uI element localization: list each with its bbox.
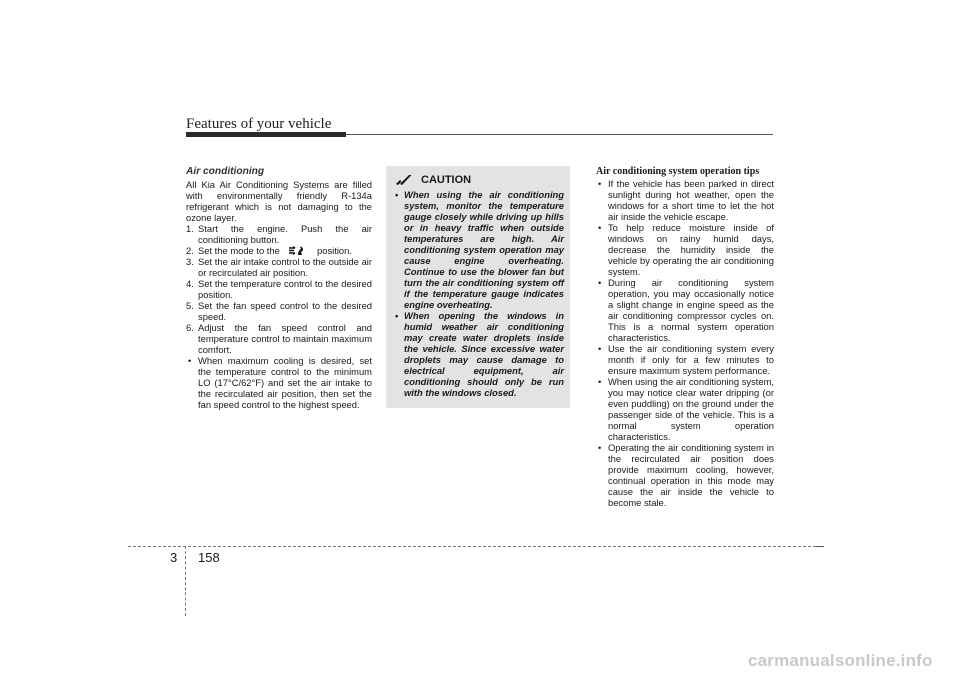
step-text [198, 245, 372, 256]
bullet-mark: • [598, 343, 602, 354]
caution-header [395, 174, 564, 186]
caution-item [395, 310, 564, 398]
bullet-mark: • [598, 376, 602, 387]
tip-text: Operating the air conditioning system in the recirculated air position does provide maximum cooling, however, continual operation in this mode may cause the air inside the vehicle to become stale. [608, 442, 774, 508]
step-number: 2. [186, 245, 194, 256]
step-text: Set the air intake control to the outside air or recirculated air position. [198, 256, 372, 278]
step-number: 3. [186, 256, 194, 267]
section-heading: Air conditioning [186, 166, 265, 177]
left-column [186, 166, 372, 410]
tip-text: When using the air conditioning system, you may notice clear water dripping (or even puddling) on the ground under the passenger side of the vehicle. This is a normal system operation characteristics. [608, 376, 774, 442]
bullet-mark: • [598, 442, 602, 453]
tip-item [596, 178, 774, 222]
bullet-mark: • [188, 355, 192, 366]
tip-item [596, 442, 774, 508]
tip-item [596, 376, 774, 442]
max-cooling-bullet [186, 355, 372, 410]
step-number: 5. [186, 300, 194, 311]
footer-vertical-rule [185, 546, 186, 616]
bullet-mark: • [395, 189, 399, 200]
page-header-title: Features of your vehicle [186, 116, 332, 132]
tip-text: To help reduce moisture inside of windows on rainy humid days, decrease the humidity inside the vehicle by operating the air conditioning system. [608, 222, 774, 277]
step-text: Set the temperature control to the desired position. [198, 278, 372, 300]
bullet-mark: • [598, 178, 602, 189]
bullet-mark: • [598, 277, 602, 288]
bullet-mark: • [598, 222, 602, 233]
chapter-number: 3 [170, 550, 178, 565]
step-3 [186, 256, 372, 278]
caution-text: When using the air conditioning system, monitor the temperature gauge closely while driving up hills or in heavy traffic when outside temperatures are high. Air conditioning system operation may cause engine overheating. Continue to use the blower fan but turn the air conditioning system off if the temperature gauge indicates engine overheating. [404, 189, 564, 310]
step-text-before: Set the mode to the [198, 245, 280, 256]
step-text: Adjust the fan speed control and temperature control to maintain maximum comfort. [198, 322, 372, 355]
watermark: carmanualsonline.info [748, 651, 933, 670]
step-number: 4. [186, 278, 194, 289]
step-1 [186, 223, 372, 245]
tip-text: During air conditioning system operation, you may occasionally notice a slight change in engine speed as the air conditioning compressor cycles on. This is a normal system operation characteristics. [608, 277, 774, 343]
header-rule [346, 134, 773, 135]
step-number: 1. [186, 223, 194, 234]
step-5 [186, 300, 372, 322]
tip-item [596, 222, 774, 277]
caution-check-icon [395, 174, 415, 186]
caution-text: When opening the windows in humid weather air conditioning may create water droplets inside the vehicle. Since excessive water droplets may cause damage to electrical equipment, air conditioning should only be run with the windows closed. [404, 310, 564, 398]
tip-text: Use the air conditioning system every month if only for a few minutes to ensure maximum system performance. [608, 343, 774, 376]
header-bar [186, 132, 346, 137]
tip-item [596, 277, 774, 343]
caution-box [386, 166, 570, 408]
step-4 [186, 278, 372, 300]
face-vent-mode-icon [286, 245, 310, 256]
tips-heading: Air conditioning system operation tips [596, 166, 760, 177]
intro-paragraph: All Kia Air Conditioning Systems are filled with environmentally friendly R-134a refrigerant which is not damaging to the ozone layer. [186, 179, 372, 223]
caution-item [395, 189, 564, 310]
caution-label: CAUTION [421, 174, 472, 186]
step-6 [186, 322, 372, 355]
footer-rule-end [816, 546, 824, 547]
tip-text: If the vehicle has been parked in direct sunlight during hot weather, open the windows for a short time to let the hot air inside the vehicle escape. [608, 178, 774, 222]
footer-rule [128, 546, 816, 547]
tip-item [596, 343, 774, 376]
step-number: 6. [186, 322, 194, 333]
bullet-mark: • [395, 310, 399, 321]
step-text-after: position. [317, 245, 352, 256]
page-number: 158 [198, 550, 220, 565]
step-2 [186, 245, 372, 256]
right-column [596, 166, 774, 508]
step-text: Start the engine. Push the air conditioning button. [198, 223, 372, 245]
bullet-text: When maximum cooling is desired, set the temperature control to the minimum LO (17°C/62°F) and set the air intake to the recirculated air position, then set the fan speed control to the highest speed. [198, 355, 372, 410]
step-text: Set the fan speed control to the desired speed. [198, 300, 372, 322]
